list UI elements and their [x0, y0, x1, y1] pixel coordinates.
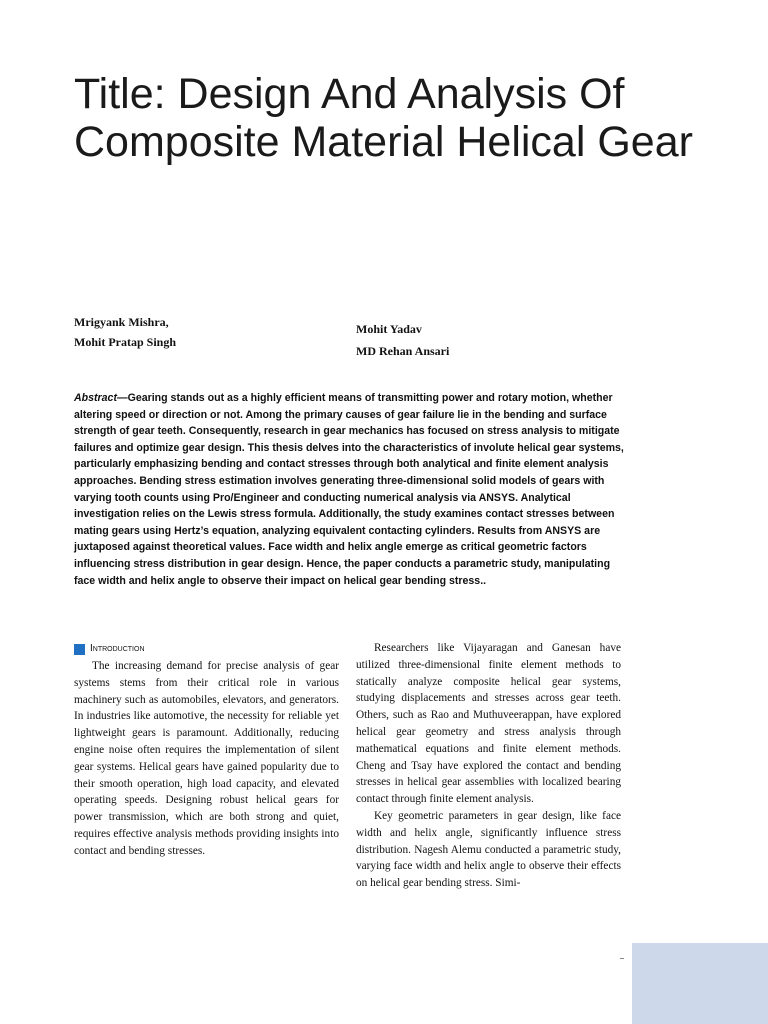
corner-decoration: [632, 943, 768, 1024]
body-paragraph: The increasing demand for precise analysis of gear systems stems from their critical role in various machinery such as automobiles, elevators, and generators. In industries like automotive, the necessity for reliable yet lightweight gears is paramount. Additionally, reducing engine noise often requires the implementation of silent gear systems. Helical gears have gained popularity due to their smooth operation, high load capacity, and elevated operating speeds. Designing robust helical gears for power transmission, which are both strong and quiet, requires effective analysis methods providing insights into contact and bending stresses.: [74, 660, 339, 857]
abstract: [74, 390, 634, 589]
abstract-label: Abstract: [74, 392, 117, 404]
author-name: MD Rehan Ansari: [356, 344, 450, 358]
section-heading: [74, 640, 339, 658]
body-paragraph: Researchers like Vijayaragan and Ganesan have utilized three-dimensional finite element methods to statically analyze composite helical gear systems, studying displacements and stresses across gear teeth. Others, such as Rao and Muthuveerappan, have explored helical gear geometry and stress analysis through mathematical equations and finite element methods. Cheng and Tsay have explored the contact and bending stresses in helical gear assemblies with localized bearing contact through finite element analysis.: [356, 642, 621, 806]
author-name: Mohit Pratap Singh: [74, 335, 177, 349]
section-heading-text: Introduction: [90, 643, 145, 654]
right-column: [356, 640, 621, 892]
author-name: Mrigyank Mishra,: [74, 315, 169, 329]
left-column: [74, 640, 339, 860]
paper-title: Title: Design And Analysis Of Composite Material Helical Gear: [74, 70, 693, 166]
section-marker-icon: [74, 644, 85, 655]
body-paragraph: Key geometric parameters in gear design, like face width and helix angle, significantly influence stress distribution. Nagesh Alemu conducted a parametric study, varying face width and helix angle to observe their effects on helical gear bending stress. Simi-: [356, 809, 621, 890]
authors-right: [356, 318, 449, 362]
author-name: Mohit Yadav: [356, 322, 422, 336]
abstract-text: —Gearing stands out as a highly efficient means of transmitting power and rotary motion, whether altering speed or direction or not. Among the primary causes of gear failure lie in the bending and surface strength of gear teeth. Consequently, research in gear mechanics has focused on stress analysis to mitigate failures and optimize gear design. This thesis delves into the characteristics of involute helical gear systems, particularly emphasizing bending and contact stresses through both analytical and finite element analysis approaches. Bending stress estimation involves generating three-dimensional solid models of gears with varying tooth counts using Pro/Engineer and conducting numerical analysis via ANSYS. Analytical investigation relies on the Lewis stress formula. Additionally, the study examines contact stresses between mating gears using Hertz’s equation, analyzing equivalent contacting cylinders. Results from ANSYS are juxtaposed against theoretical values. Face width and helix angle emerge as critical geometric factors influencing stress distribution in gear design. Hence, the paper conducts a parametric study, manipulating face width and helix angle to observe their impact on helical gear bending stress..: [74, 392, 624, 587]
authors-left: [74, 312, 176, 352]
footer-mark: [620, 958, 624, 959]
